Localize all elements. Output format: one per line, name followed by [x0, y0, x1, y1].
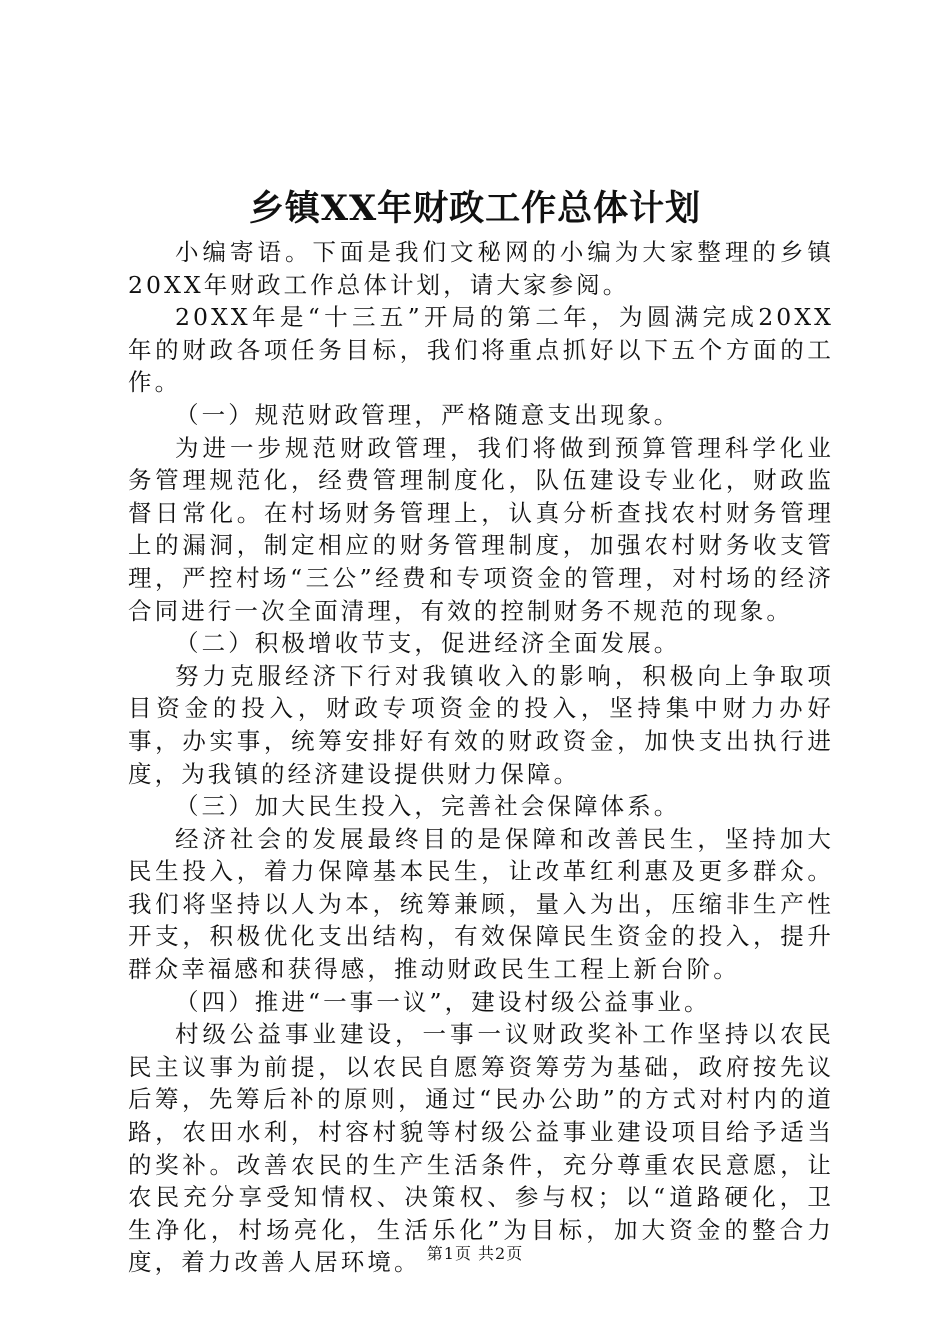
- paragraph-intro: 小编寄语。下面是我们文秘网的小编为大家整理的乡镇20XX年财政工作总体计划，请大家参阅。: [128, 238, 834, 299]
- section-heading-2: （二）积极增收节支，促进经济全面发展。: [175, 629, 681, 658]
- section-heading-3: （三）加大民生投入，完善社会保障体系。: [175, 792, 681, 821]
- document-title: 乡镇XX年财政工作总体计划: [248, 188, 702, 229]
- section-heading-4: （四）推进“一事一议”，建设村级公益事业。: [175, 987, 711, 1016]
- paragraph-section-4: 村级公益事业建设，一事一议财政奖补工作坚持以农民民主议事为前提，以农民自愿筹资筹劳为基础，政府按先议后筹，先筹后补的原则，通过“民办公助”的方式对村内的道路，农田水利，村容村貌等村级公益事业建设项目给予适当的奖补。改善农民的生产生活条件，充分尊重农民意愿，让农民充分享受知情权、决策权、参与权；以“道路硬化，卫生净化，村场亮化，生活乐化”为目标，加大资金的整合力度，着力改善人居环境。: [128, 1020, 834, 1277]
- paragraph-section-1: 为进一步规范财政管理，我们将做到预算管理科学化业务管理规范化，经费管理制度化，队伍建设专业化，财政监督日常化。在村场财务管理上，认真分析查找农村财务管理上的漏洞，制定相应的财务管理制度，加强农村财务收支管理，严控村场“三公”经费和专项资金的管理，对村场的经济合同进行一次全面清理，有效的控制财务不规范的现象。: [128, 433, 834, 625]
- paragraph-section-3: 经济社会的发展最终目的是保障和改善民生，坚持加大民生投入，着力保障基本民生，让改革红利惠及更多群众。我们将坚持以人为本，统筹兼顾，量入为出，压缩非生产性开支，积极优化支出结构，有效保障民生资金的投入，提升群众幸福感和获得感，推动财政民生工程上新台阶。: [128, 824, 834, 984]
- section-heading-1: （一）规范财政管理，严格随意支出现象。: [175, 400, 681, 429]
- paragraph-overview: 20XX年是“十三五”开局的第二年，为圆满完成20XX年的财政各项任务目标，我们将重点抓好以下五个方面的工作。: [128, 303, 834, 397]
- document-body: [128, 236, 834, 1279]
- paragraph-section-2: 努力克服经济下行对我镇收入的影响，积极向上争取项目资金的投入，财政专项资金的投入，坚持集中财力办好事，办实事，统筹安排好有效的财政资金，加快支出执行进度，为我镇的经济建设提供财力保障。: [128, 661, 834, 788]
- page-number-footer: 第1页 共2页: [426, 1244, 524, 1263]
